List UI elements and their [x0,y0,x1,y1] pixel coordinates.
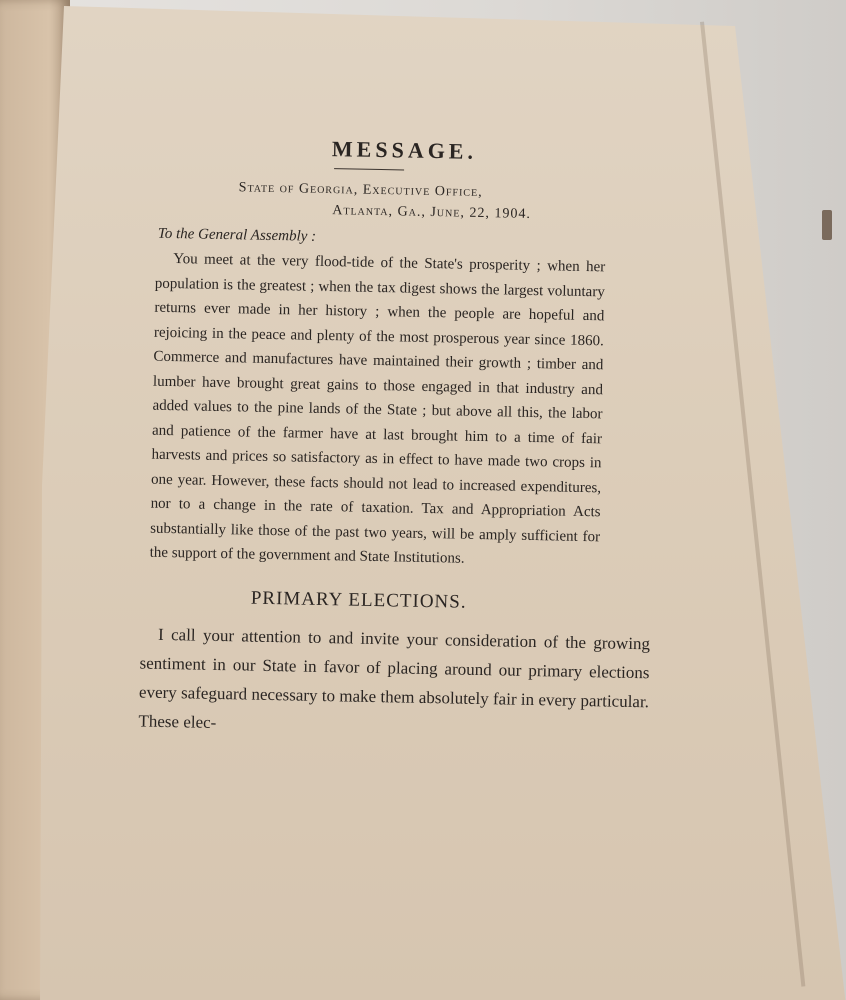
section-paragraph: I call your attention to and invite your consideration of the growing sentiment in our State in favor of placing around our primary elections every safeguard necessary to make them absolutely fair in every particular. These elec- [138,624,651,732]
page-title: MESSAGE. [331,136,478,164]
section-heading: PRIMARY ELECTIONS. [250,587,467,613]
salutation: To the General Assembly : [157,225,317,245]
dateline-line2: Atlanta, Ga., June, 22, 1904. [332,203,532,222]
dateline-line1: State of Georgia, Executive Office, [238,180,483,200]
page-tab [822,210,832,240]
page-text [108,120,650,745]
title-rule [334,168,404,170]
opening-paragraph: You meet at the very flood-tide of the State's prosperity ; when her population is the greatest ; when the tax digest shows the largest voluntary returns ever made in her history ; when the people are hopeful and rejoicing in the peace and plenty of the most prosperous year since 1860. Commerce and manufactures have maintained their growth ; timber and lumber have brought great gains to those engaged in that industry and added values to the pine lands of the State ; but above all this, the labor and patience of the farmer have at last brought him to a time of fair harvests and prices so satisfactory as in effect to have made two crops in one year. However, these facts should not lead to increased expenditures, nor to a change in the rate of taxation. Tax and Appropriation Acts substantially like those of the past two years, will be amply sufficient for the support of the government and State Institutions. [149,251,606,567]
